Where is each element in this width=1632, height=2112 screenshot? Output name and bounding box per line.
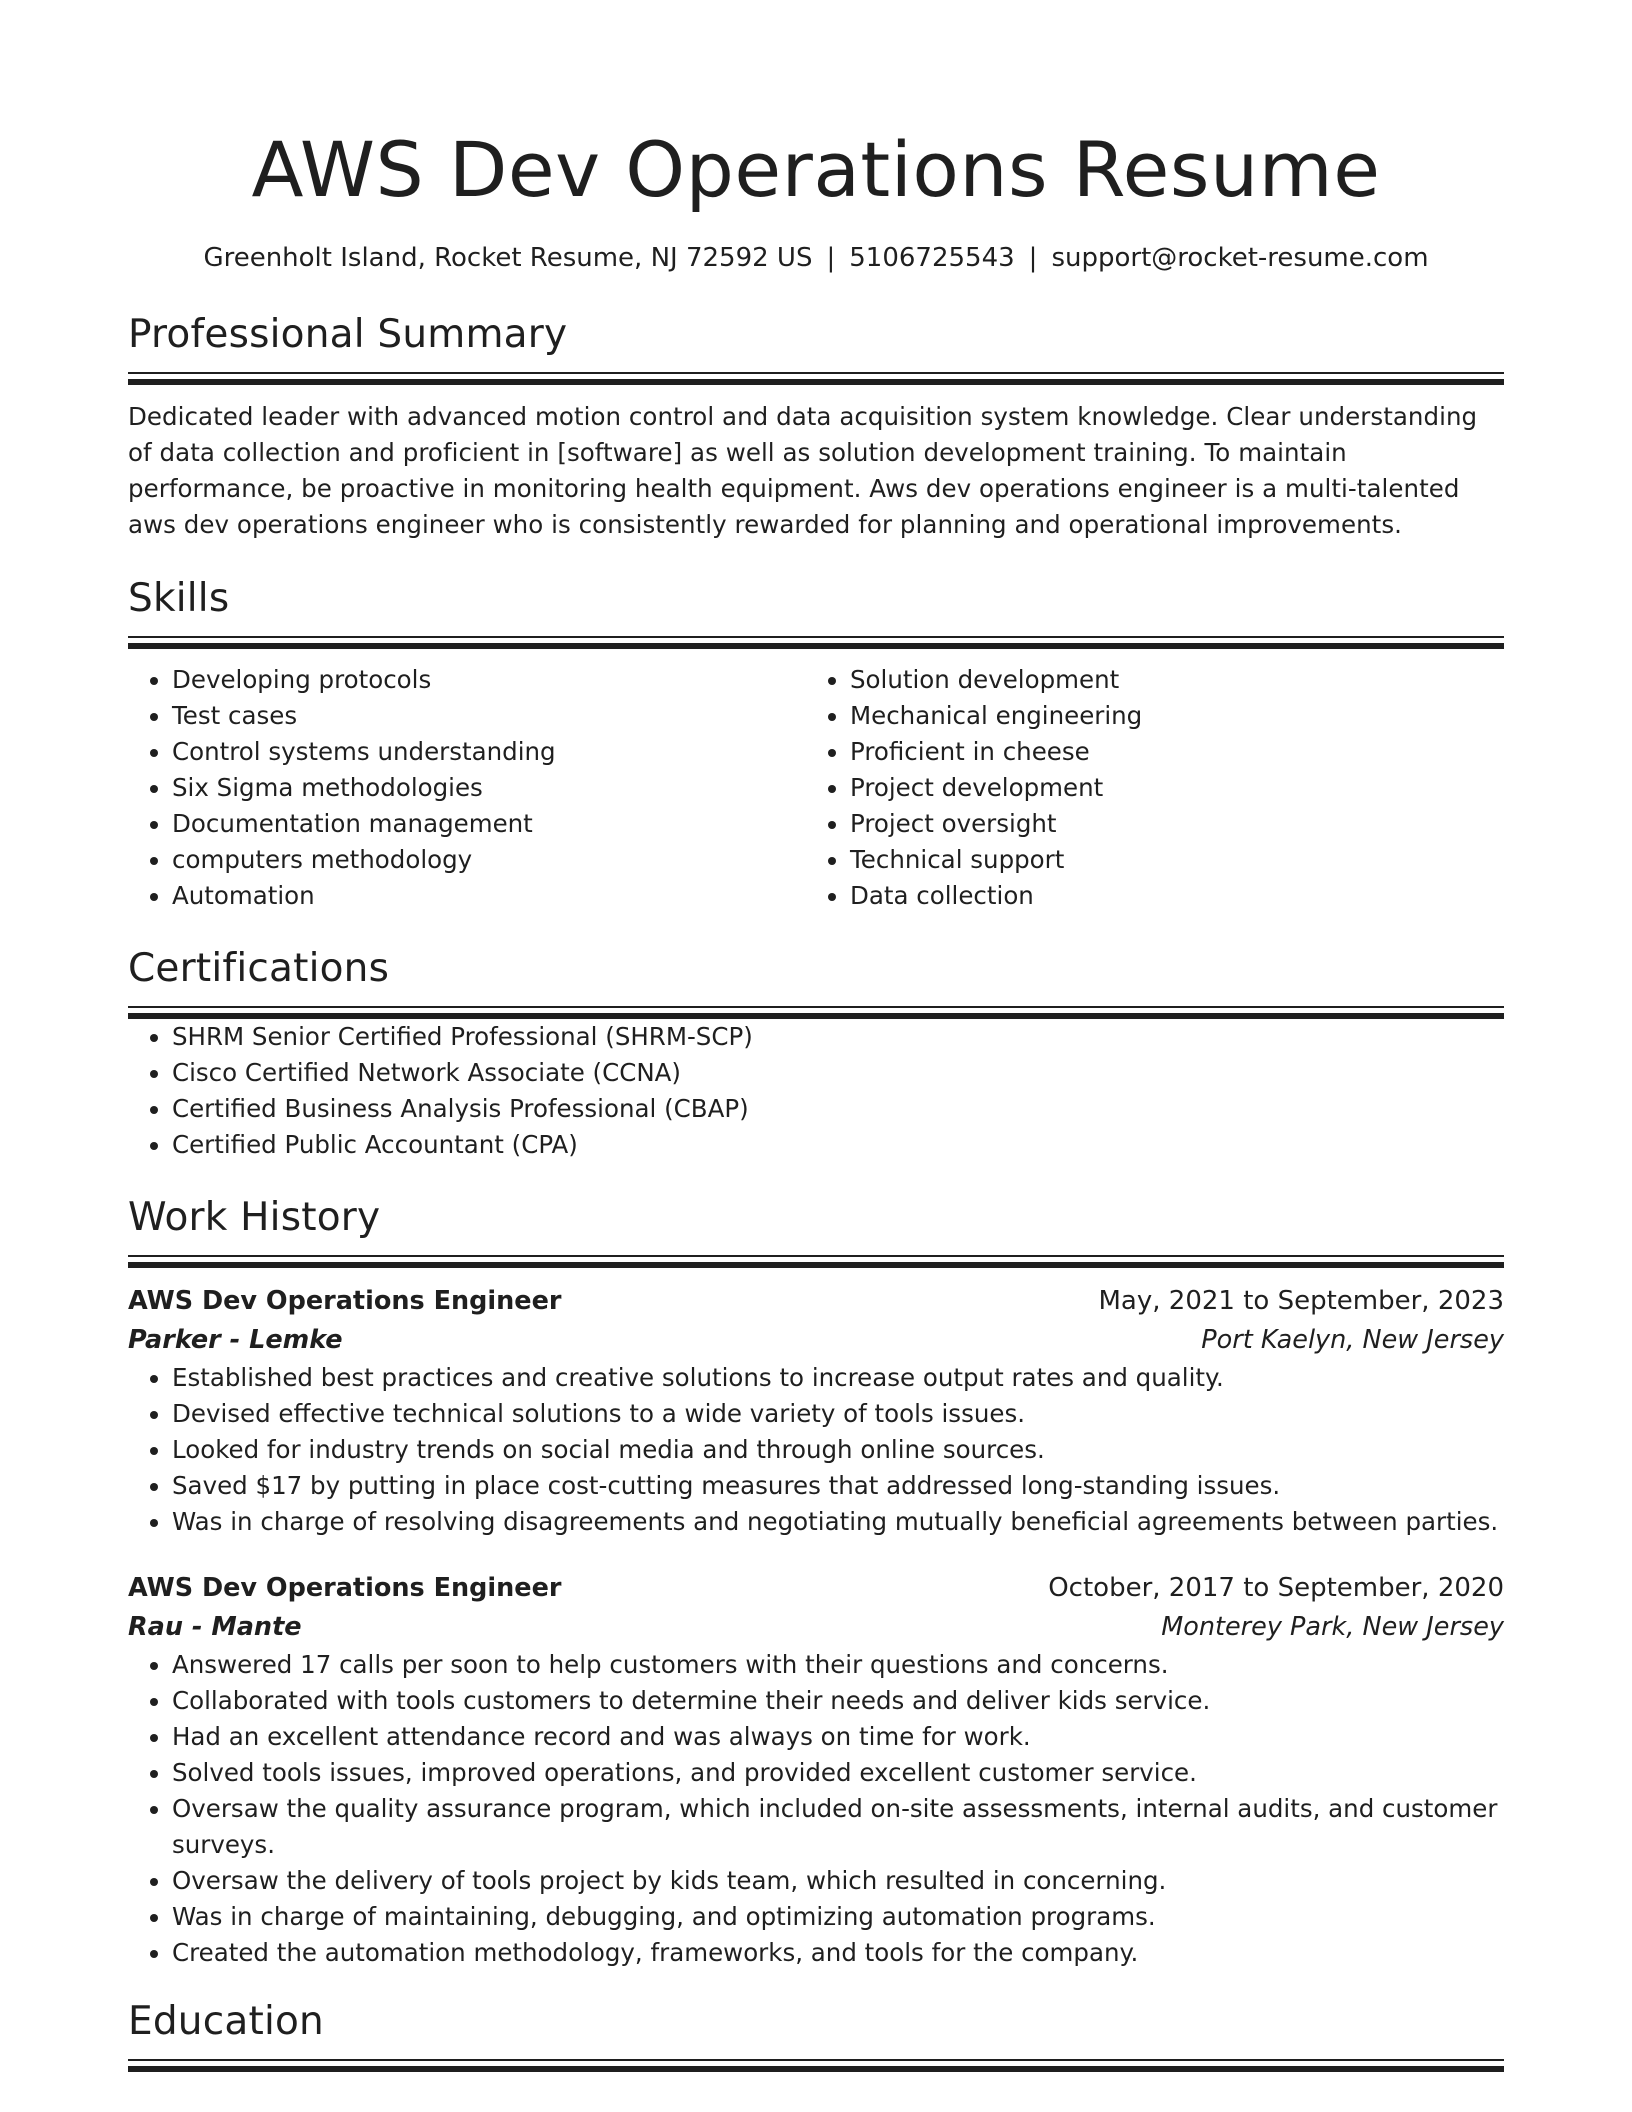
job-company: Parker - Lemke: [128, 1325, 343, 1355]
job-company: Rau - Mante: [128, 1612, 302, 1642]
job-location: Port Kaelyn, New Jersey: [1201, 1325, 1504, 1355]
job-subheader: [128, 1321, 1504, 1360]
job-entry: [128, 1569, 1504, 1971]
skill-item: • Six Sigma methodologies: [172, 770, 806, 806]
skills-column-left: [128, 662, 806, 914]
job-header: [128, 1569, 1504, 1608]
section-divider: [128, 1255, 1504, 1268]
contact-line: [128, 241, 1504, 275]
skill-item: • Test cases: [172, 698, 806, 734]
certification-item: • SHRM Senior Certified Professional (SHRM-SCP): [172, 1019, 1504, 1055]
contact-phone: 5106725543: [849, 243, 1015, 273]
job-bullet: • Solved tools issues, improved operations, and provided excellent customer service.: [172, 1755, 1504, 1791]
skill-item: • Data collection: [850, 878, 1484, 914]
contact-separator: |: [826, 243, 836, 273]
skill-item: • Technical support: [850, 842, 1484, 878]
job-dates: May, 2021 to September, 2023: [1098, 1286, 1504, 1316]
job-entry: [128, 1282, 1504, 1540]
section-divider: [128, 2059, 1504, 2072]
job-bullet: • Looked for industry trends on social media and through online sources.: [172, 1432, 1504, 1468]
skill-item: • Proficient in cheese: [850, 734, 1484, 770]
certification-item: • Cisco Certified Network Associate (CCNA): [172, 1055, 1504, 1091]
skills-section: [128, 574, 1504, 914]
contact-email[interactable]: support@rocket-resume.com: [1051, 243, 1429, 273]
skill-item: • Project development: [850, 770, 1484, 806]
job-location: Monterey Park, New Jersey: [1161, 1612, 1504, 1642]
education-section: [128, 1997, 1504, 2072]
job-bullet: • Answered 17 calls per soon to help customers with their questions and concerns.: [172, 1647, 1504, 1683]
job-bullet: • Created the automation methodology, frameworks, and tools for the company.: [172, 1935, 1504, 1971]
job-bullet: • Oversaw the delivery of tools project by kids team, which resulted in concerning.: [172, 1863, 1504, 1899]
certifications-heading: Certifications: [128, 946, 390, 991]
skill-item: • Developing protocols: [172, 662, 806, 698]
job-bullet: • Saved $17 by putting in place cost-cutting measures that addressed long-standing issues.: [172, 1468, 1504, 1504]
job-subheader: [128, 1608, 1504, 1647]
job-title: AWS Dev Operations Engineer: [128, 1573, 562, 1603]
summary-heading: Professional Summary: [128, 312, 568, 357]
summary-section: [128, 310, 1504, 543]
job-bullet: • Was in charge of maintaining, debugging, and optimizing automation programs.: [172, 1899, 1504, 1935]
job-bullet: • Was in charge of resolving disagreements and negotiating mutually beneficial agreements between parties.: [172, 1504, 1504, 1540]
skills-column-right: [806, 662, 1484, 914]
skills-heading: Skills: [128, 576, 230, 621]
contact-address: Greenholt Island, Rocket Resume, NJ 72592 US: [203, 243, 813, 273]
job-bullet: • Devised effective technical solutions to a wide variety of tools issues.: [172, 1396, 1504, 1432]
job-bullets: [128, 1360, 1504, 1540]
job-bullet: • Established best practices and creative solutions to increase output rates and quality.: [172, 1360, 1504, 1396]
job-bullet: • Had an excellent attendance record and was always on time for work.: [172, 1719, 1504, 1755]
section-divider: [128, 636, 1504, 649]
contact-separator: |: [1028, 243, 1038, 273]
skill-item: • computers methodology: [172, 842, 806, 878]
certifications-section: [128, 944, 1504, 1163]
skill-item: • Project oversight: [850, 806, 1484, 842]
skill-item: • Documentation management: [172, 806, 806, 842]
education-heading: Education: [128, 1999, 324, 2044]
skill-item: • Mechanical engineering: [850, 698, 1484, 734]
section-divider: [128, 1006, 1504, 1019]
skills-grid: [128, 662, 1504, 914]
job-header: [128, 1282, 1504, 1321]
job-bullet: • Oversaw the quality assurance program, which included on-site assessments, internal audits, and customer surveys.: [172, 1791, 1504, 1863]
skill-item: • Control systems understanding: [172, 734, 806, 770]
job-bullets: [128, 1647, 1504, 1971]
skill-item: • Solution development: [850, 662, 1484, 698]
work-history-heading: Work History: [128, 1195, 381, 1240]
certification-item: • Certified Public Accountant (CPA): [172, 1127, 1504, 1163]
certification-item: • Certified Business Analysis Professional (CBAP): [172, 1091, 1504, 1127]
resume-title: AWS Dev Operations Resume: [251, 125, 1381, 214]
skill-item: • Automation: [172, 878, 806, 914]
summary-text: Dedicated leader with advanced motion control and data acquisition system knowledge. Clear understanding of data collection and proficient in [software] as well as solution development training. To maintain performance, be proactive in monitoring health equipment. Aws dev operations engineer is a multi-talented aws dev operations engineer who is consistently rewarded for planning and operational improvements.: [128, 402, 1478, 539]
job-title: AWS Dev Operations Engineer: [128, 1286, 562, 1316]
job-bullet: • Collaborated with tools customers to determine their needs and deliver kids service.: [172, 1683, 1504, 1719]
certifications-list: [128, 1019, 1504, 1163]
section-divider: [128, 372, 1504, 385]
job-dates: October, 2017 to September, 2020: [1048, 1573, 1504, 1603]
resume-page: [128, 0, 1504, 2072]
work-history-section: [128, 1193, 1504, 1971]
